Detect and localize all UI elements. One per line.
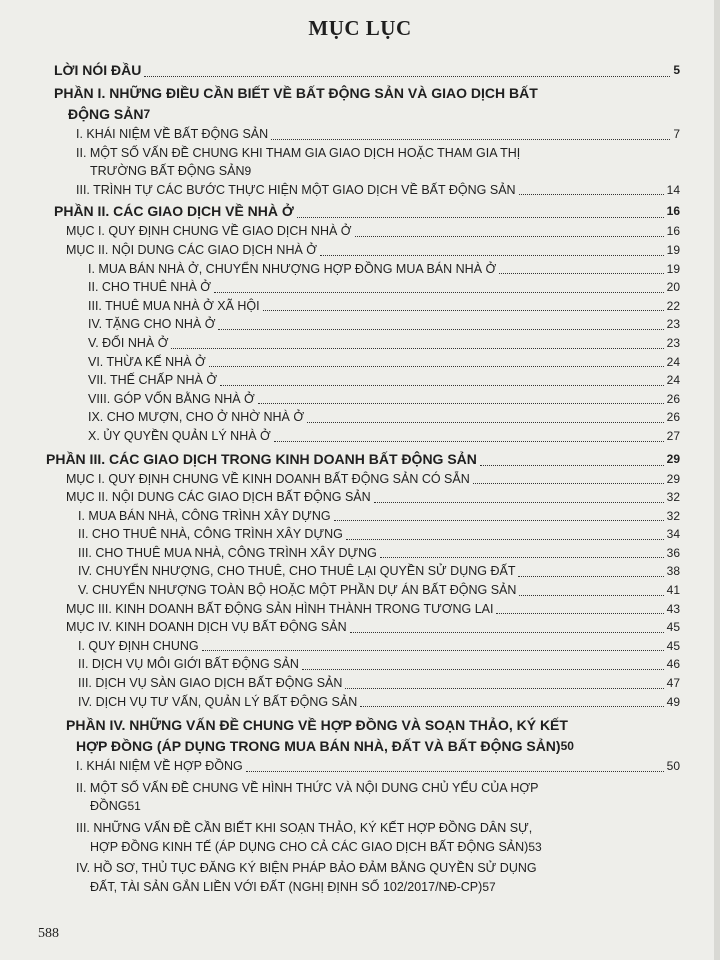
dot-leader — [258, 403, 664, 404]
dot-leader — [246, 771, 664, 772]
toc-entry-title: MỤC III. KINH DOANH BẤT ĐỘNG SẢN HÌNH THÀNH TRONG TƯƠNG LAI — [66, 601, 494, 616]
toc-entry — [46, 507, 680, 526]
toc-entry-page: 49 — [666, 694, 680, 709]
toc-entry — [46, 222, 680, 241]
toc-entry — [46, 297, 680, 316]
toc-entry-title: IX. CHO MƯỢN, CHO Ở NHỜ NHÀ Ở — [88, 410, 305, 425]
toc-entry-page: 32 — [666, 490, 680, 505]
toc-entry — [46, 757, 680, 776]
toc-entry — [46, 427, 680, 446]
toc-entry-title: III. DỊCH VỤ SÀN GIAO DỊCH BẤT ĐỘNG SẢN — [78, 676, 343, 691]
toc-entry-page: 16 — [666, 204, 680, 219]
dot-leader — [345, 688, 663, 689]
dot-leader — [202, 650, 664, 651]
toc-entry — [46, 201, 680, 222]
toc-entry — [46, 715, 680, 757]
toc-entry-title-line2: HỢP ĐỒNG KINH TẾ (ÁP DỤNG CHO CẢ CÁC GIAO DỊCH BẤT ĐỘNG SẢN) — [90, 839, 529, 854]
toc-entry-page: 51 — [127, 799, 141, 814]
toc-entry-page: 45 — [666, 620, 680, 635]
toc-entry — [46, 674, 680, 693]
toc-entry-title: II. CHO THUÊ NHÀ, CÔNG TRÌNH XÂY DỰNG — [78, 527, 343, 542]
toc-entry-title: I. QUY ĐỊNH CHUNG — [78, 638, 199, 653]
table-of-contents — [46, 60, 680, 896]
toc-entry — [46, 600, 680, 619]
toc-entry-title-line2: TRƯỜNG BẤT ĐỘNG SẢN — [90, 164, 245, 179]
toc-entry — [46, 693, 680, 712]
toc-entry-page: 38 — [666, 564, 680, 579]
toc-entry-title: III. CHO THUÊ MUA NHÀ, CÔNG TRÌNH XÂY DỰNG — [78, 545, 377, 560]
toc-entry-title-line1: IV. HỒ SƠ, THỦ TỤC ĐĂNG KÝ BIỆN PHÁP BẢO ĐẢM BẰNG QUYỀN SỬ DỤNG — [76, 861, 537, 876]
toc-entry — [46, 859, 680, 896]
dot-leader — [144, 76, 670, 77]
toc-entry — [46, 60, 680, 81]
dot-leader — [271, 139, 670, 140]
dot-leader — [297, 217, 664, 218]
dot-leader — [214, 292, 664, 293]
toc-entry-title: MỤC II. NỘI DUNG CÁC GIAO DỊCH BẤT ĐỘNG SẢN — [66, 490, 371, 505]
dot-leader — [519, 595, 663, 596]
toc-entry-title: PHẦN III. CÁC GIAO DỊCH TRONG KINH DOANH BẤT ĐỘNG SẢN — [46, 450, 477, 467]
toc-entry-title: III. TRÌNH TỰ CÁC BƯỚC THỰC HIỆN MỘT GIAO DỊCH VỀ BẤT ĐỘNG SẢN — [76, 182, 516, 197]
toc-entry-page: 27 — [666, 428, 680, 443]
dot-leader — [220, 385, 664, 386]
toc-entry — [46, 353, 680, 372]
toc-entry-page: 29 — [666, 471, 680, 486]
toc-entry-page: 46 — [666, 657, 680, 672]
toc-entry-title: MỤC II. NỘI DUNG CÁC GIAO DỊCH NHÀ Ở — [66, 242, 318, 257]
toc-entry-title: IV. TẶNG CHO NHÀ Ở — [88, 317, 216, 332]
toc-entry-title-line1: II. MỘT SỐ VẤN ĐỀ CHUNG VỀ HÌNH THỨC VÀ NỘI DUNG CHỦ YẾU CỦA HỢP — [76, 780, 539, 795]
toc-entry — [46, 260, 680, 279]
toc-entry-title: X. ỦY QUYỀN QUẢN LÝ NHÀ Ở — [88, 428, 271, 443]
toc-entry — [46, 181, 680, 200]
dot-leader — [263, 310, 664, 311]
toc-entry-page: 20 — [666, 280, 680, 295]
toc-entry-page: 16 — [666, 224, 680, 239]
toc-entry-title: III. THUÊ MUA NHÀ Ở XÃ HỘI — [88, 298, 260, 313]
toc-entry-page: 9 — [244, 164, 252, 179]
toc-entry-page: 23 — [666, 317, 680, 332]
toc-entry — [46, 334, 680, 353]
toc-entry — [46, 83, 680, 125]
dot-leader — [274, 441, 664, 442]
toc-entry-title: VII. THẾ CHẤP NHÀ Ở — [88, 373, 218, 388]
toc-entry — [46, 637, 680, 656]
page-title: MỤC LỤC — [308, 16, 412, 40]
toc-entry-page: 26 — [666, 391, 680, 406]
dot-leader — [209, 366, 664, 367]
toc-entry — [46, 449, 680, 470]
toc-entry-title: LỜI NÓI ĐẦU — [54, 62, 142, 78]
toc-entry — [46, 525, 680, 544]
toc-entry-page: 24 — [666, 373, 680, 388]
dot-leader — [519, 194, 664, 195]
toc-entry-title: I. KHÁI NIỆM VỀ BẤT ĐỘNG SẢN — [76, 127, 269, 141]
toc-entry-title-line2: ĐẤT, TÀI SẢN GẮN LIỀN VỚI ĐẤT (NGHỊ ĐỊNH SỐ 102/2017/NĐ-CP) — [90, 879, 483, 894]
toc-entry-page: 7 — [673, 127, 680, 141]
toc-entry — [46, 819, 680, 856]
toc-entry — [46, 241, 680, 260]
toc-entry-page: 45 — [666, 638, 680, 653]
toc-entry-page: 57 — [482, 879, 496, 894]
toc-entry — [46, 371, 680, 390]
toc-entry-page: 53 — [528, 839, 542, 854]
toc-entry-page: 24 — [666, 354, 680, 369]
dot-leader — [334, 520, 664, 521]
toc-entry-title-line1: PHẦN IV. NHỮNG VẤN ĐỀ CHUNG VỀ HỢP ĐỒNG VÀ SOẠN THẢO, KÝ KẾT — [66, 717, 568, 734]
toc-entry — [46, 581, 680, 600]
dot-leader — [380, 557, 664, 558]
dot-leader — [171, 348, 663, 349]
dot-leader — [499, 273, 663, 274]
toc-entry-title: I. MUA BÁN NHÀ, CÔNG TRÌNH XÂY DỰNG — [78, 508, 331, 523]
toc-entry-title-line1: II. MỘT SỐ VẤN ĐỀ CHUNG KHI THAM GIA GIAO DỊCH HOẶC THAM GIA THỊ — [76, 145, 521, 160]
toc-entry-title: IV. CHUYỂN NHƯỢNG, CHO THUÊ, CHO THUÊ LẠI QUYỀN SỬ DỤNG ĐẤT — [78, 564, 516, 579]
toc-entry-page: 36 — [666, 545, 680, 560]
dot-leader — [355, 236, 664, 237]
toc-entry — [46, 470, 680, 489]
toc-entry-page: 19 — [666, 261, 680, 276]
toc-entry-title: IV. DỊCH VỤ TƯ VẤN, QUẢN LÝ BẤT ĐỘNG SẢN — [78, 694, 358, 709]
toc-entry-title: V. ĐỔI NHÀ Ở — [88, 335, 169, 350]
toc-entry-title-line1: PHẦN I. NHỮNG ĐIỀU CẦN BIẾT VỀ BẤT ĐỘNG SẢN VÀ GIAO DỊCH BẤT — [54, 85, 538, 101]
dot-leader — [307, 422, 664, 423]
toc-entry-page: 23 — [666, 335, 680, 350]
dot-leader — [302, 669, 664, 670]
toc-entry-page: 47 — [666, 676, 680, 691]
dot-leader — [518, 576, 663, 577]
toc-entry-title-line2: ĐỒNG — [90, 799, 128, 814]
page-number: 588 — [38, 926, 59, 941]
toc-entry — [46, 779, 680, 816]
toc-entry-page: 26 — [666, 410, 680, 425]
toc-entry-title: MỤC I. QUY ĐỊNH CHUNG VỀ KINH DOANH BẤT ĐỘNG SẢN CÓ SẴN — [66, 471, 470, 486]
toc-entry — [46, 544, 680, 563]
toc-entry-title: MỤC IV. KINH DOANH DỊCH VỤ BẤT ĐỘNG SẢN — [66, 620, 347, 635]
toc-entry — [46, 125, 680, 144]
toc-entry-page: 22 — [666, 298, 680, 313]
dot-leader — [360, 706, 663, 707]
toc-entry-title: MỤC I. QUY ĐỊNH CHUNG VỀ GIAO DỊCH NHÀ Ở — [66, 224, 352, 239]
dot-leader — [374, 502, 664, 503]
dot-leader — [218, 329, 663, 330]
toc-entry-page: 34 — [666, 527, 680, 542]
toc-entry — [46, 278, 680, 297]
dot-leader — [320, 255, 664, 256]
toc-entry-page: 7 — [143, 107, 151, 121]
toc-entry — [46, 315, 680, 334]
toc-entry — [46, 562, 680, 581]
toc-entry-page: 19 — [666, 242, 680, 257]
toc-entry — [46, 408, 680, 427]
toc-entry-title: I. MUA BÁN NHÀ Ở, CHUYỂN NHƯỢNG HỢP ĐỒNG MUA BÁN NHÀ Ở — [88, 261, 497, 276]
toc-entry-title: V. CHUYỂN NHƯỢNG TOÀN BỘ HOẶC MỘT PHẦN DỰ ÁN BẤT ĐỘNG SẢN — [78, 583, 517, 598]
dot-leader — [350, 632, 664, 633]
toc-entry-title: PHẦN II. CÁC GIAO DỊCH VỀ NHÀ Ở — [54, 203, 294, 220]
toc-entry — [46, 144, 680, 181]
toc-entry-page: 29 — [666, 451, 680, 466]
toc-entry-title-line2: ĐỘNG SẢN — [68, 106, 144, 122]
toc-entry-page: 5 — [673, 63, 680, 77]
toc-entry-page: 50 — [666, 759, 680, 774]
toc-entry — [46, 655, 680, 674]
toc-entry — [46, 390, 680, 409]
toc-entry-title: II. DỊCH VỤ MÔI GIỚI BẤT ĐỘNG SẢN — [78, 657, 299, 672]
page-edge — [714, 0, 720, 960]
toc-entry-title: I. KHÁI NIỆM VỀ HỢP ĐỒNG — [76, 759, 243, 774]
toc-entry-page: 14 — [666, 182, 680, 197]
toc-entry-page: 50 — [560, 739, 574, 754]
toc-entry — [46, 488, 680, 507]
toc-entry-page: 43 — [666, 601, 680, 616]
toc-entry — [46, 618, 680, 637]
toc-entry-title-line1: III. NHỮNG VẤN ĐỀ CẦN BIẾT KHI SOẠN THẢO, KÝ KẾT HỢP ĐỒNG DÂN SỰ, — [76, 821, 533, 835]
toc-entry-title: II. CHO THUÊ NHÀ Ở — [88, 280, 211, 295]
toc-entry-title: VI. THỪA KẾ NHÀ Ở — [88, 354, 206, 369]
toc-entry-title-line2: HỢP ĐỒNG (ÁP DỤNG TRONG MUA BÁN NHÀ, ĐẤT VÀ BẤT ĐỘNG SẢN) — [76, 738, 561, 755]
dot-leader — [346, 539, 664, 540]
toc-entry-page: 41 — [666, 583, 680, 598]
dot-leader — [473, 483, 664, 484]
toc-entry-title: VIII. GÓP VỐN BẰNG NHÀ Ở — [88, 391, 255, 406]
dot-leader — [496, 613, 663, 614]
toc-entry-page: 32 — [666, 508, 680, 523]
dot-leader — [480, 465, 664, 466]
